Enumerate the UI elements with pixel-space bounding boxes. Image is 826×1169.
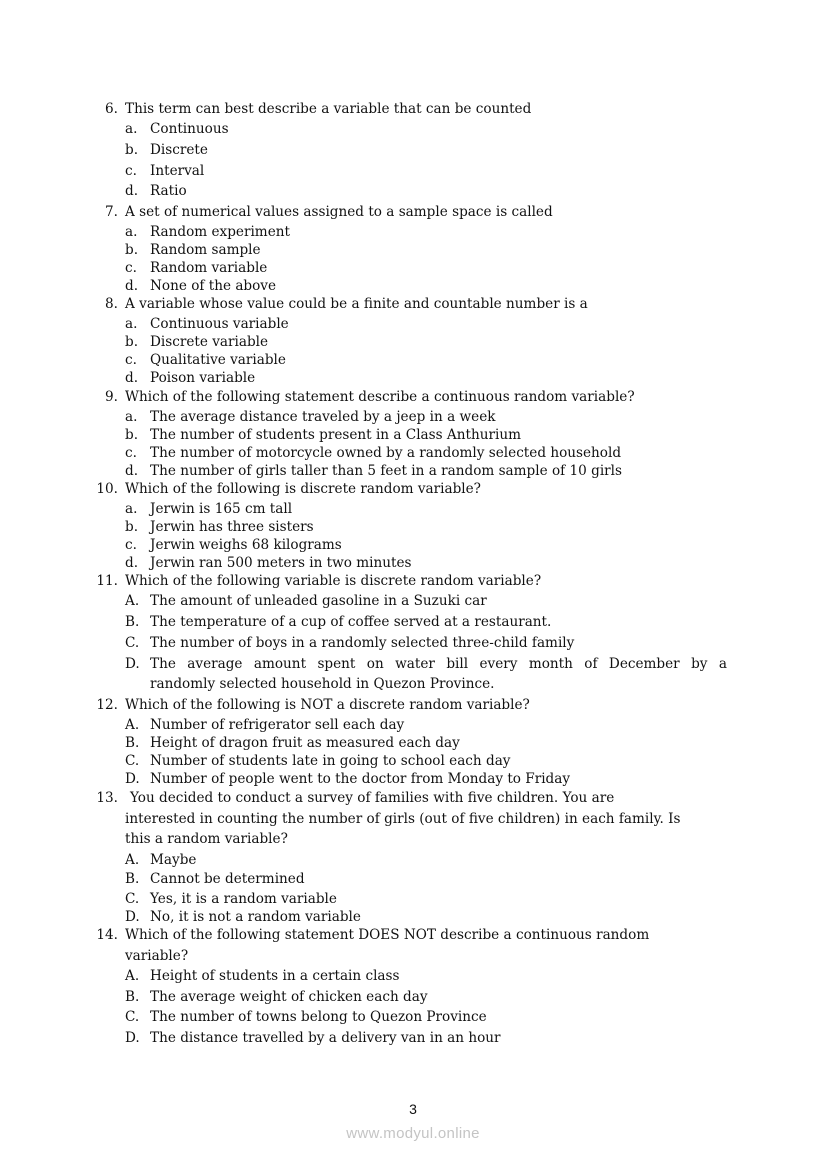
option-text: Height of students in a certain class [150, 968, 400, 984]
option-text: Continuous variable [150, 316, 289, 332]
option-letter: D. [125, 1030, 140, 1046]
question-number: 8. [105, 296, 118, 312]
option-letter: B. [125, 871, 140, 887]
question-text: A variable whose value could be a finite and countable number is a [125, 296, 588, 312]
option-text: Random experiment [150, 224, 290, 240]
option-text: The number of boys in a randomly selected three-child family [150, 635, 575, 651]
option-text: Cannot be determined [150, 871, 305, 887]
option-letter: b. [125, 427, 139, 443]
question-number: 13. [96, 790, 118, 806]
question-text: Which of the following variable is discrete random variable? [125, 573, 542, 589]
option-letter: c. [125, 537, 137, 553]
watermark: www.modyul.online [346, 1125, 480, 1142]
option-text: None of the above [150, 278, 277, 294]
option-letter: a. [125, 121, 138, 137]
option-text: The number of towns belong to Quezon Province [150, 1009, 487, 1025]
question-text: Which of the following is NOT a discrete random variable? [125, 697, 530, 713]
option-text: Jerwin weighs 68 kilograms [150, 537, 342, 553]
option-text: Qualitative variable [150, 352, 286, 368]
option-letter: C. [125, 635, 140, 651]
option-text: Ratio [150, 183, 187, 199]
question-text: You decided to conduct a survey of families with five children. You are [130, 790, 615, 806]
option-text: Jerwin has three sisters [150, 519, 314, 535]
question-number: 12. [96, 697, 118, 713]
option-letter: c. [125, 260, 137, 276]
option-letter: C. [125, 753, 140, 769]
question-text: A set of numerical values assigned to a sample space is called [125, 204, 553, 220]
option-letter: A. [125, 717, 140, 733]
option-text: The number of girls taller than 5 feet in a random sample of 10 girls [150, 463, 622, 479]
option-text: Jerwin is 165 cm tall [150, 501, 293, 517]
page-number: 3 [409, 1101, 417, 1117]
question-number: 7. [105, 204, 118, 220]
question-number: 6. [105, 101, 118, 117]
option-text: Yes, it is a random variable [150, 891, 337, 907]
option-letter: B. [125, 614, 140, 630]
question-text: interested in counting the number of girls (out of five children) in each family. Is [125, 811, 681, 827]
option-text: The temperature of a cup of coffee served at a restaurant. [150, 614, 552, 630]
question-text: this a random variable? [125, 831, 288, 847]
option-text: The average distance traveled by a jeep in a week [150, 409, 496, 425]
option-text: Number of refrigerator sell each day [150, 717, 405, 733]
option-letter: b. [125, 142, 139, 158]
question-number: 14. [96, 927, 118, 943]
option-text: randomly selected household in Quezon Province. [150, 676, 495, 692]
option-letter: a. [125, 501, 138, 517]
option-text: The number of motorcycle owned by a randomly selected household [150, 445, 622, 461]
option-text: Random variable [150, 260, 268, 276]
option-letter: a. [125, 224, 138, 240]
option-letter: b. [125, 242, 139, 258]
option-letter: B. [125, 735, 140, 751]
option-letter: C. [125, 1009, 140, 1025]
option-letter: D. [125, 909, 140, 925]
question-number: 10. [96, 481, 118, 497]
option-letter: A. [125, 593, 140, 609]
question-text: variable? [125, 948, 189, 964]
option-letter: a. [125, 316, 138, 332]
option-letter: a. [125, 409, 138, 425]
option-text: The amount of unleaded gasoline in a Suzuki car [150, 593, 487, 609]
option-text: No, it is not a random variable [150, 909, 361, 925]
option-letter: c. [125, 445, 137, 461]
option-letter: c. [125, 163, 137, 179]
option-text: Discrete [150, 142, 208, 158]
option-letter: A. [125, 852, 140, 868]
option-letter: d. [125, 370, 139, 386]
question-text: Which of the following is discrete random variable? [125, 481, 481, 497]
option-letter: D. [125, 771, 140, 787]
question-number: 9. [105, 389, 118, 405]
option-letter: c. [125, 352, 137, 368]
option-text: Random sample [150, 242, 261, 258]
question-text: Which of the following statement DOES NOT describe a continuous random [125, 927, 650, 943]
option-letter: b. [125, 519, 139, 535]
option-letter: d. [125, 183, 139, 199]
option-text: The average amount spent on water bill every month of December by a [150, 656, 727, 672]
option-letter: B. [125, 989, 140, 1005]
option-text: Height of dragon fruit as measured each day [150, 735, 460, 751]
option-letter: b. [125, 334, 139, 350]
option-letter: C. [125, 891, 140, 907]
option-text: Maybe [150, 852, 197, 868]
option-text: The number of students present in a Class Anthurium [150, 427, 521, 443]
option-text: The average weight of chicken each day [150, 989, 428, 1005]
question-text: This term can best describe a variable that can be counted [125, 101, 532, 117]
option-text: The distance travelled by a delivery van in an hour [150, 1030, 501, 1046]
option-text: Discrete variable [150, 334, 269, 350]
option-text: Number of people went to the doctor from Monday to Friday [150, 771, 571, 787]
option-text: Interval [150, 163, 205, 179]
option-text: Continuous [150, 121, 229, 137]
option-text: Number of students late in going to school each day [150, 753, 511, 769]
option-letter: D. [125, 656, 140, 672]
option-letter: A. [125, 968, 140, 984]
option-letter: d. [125, 278, 139, 294]
option-letter: d. [125, 463, 139, 479]
question-number: 11. [96, 573, 118, 589]
option-text: Poison variable [150, 370, 256, 386]
option-letter: d. [125, 555, 139, 571]
question-text: Which of the following statement describe a continuous random variable? [125, 389, 635, 405]
option-text: Jerwin ran 500 meters in two minutes [150, 555, 412, 571]
